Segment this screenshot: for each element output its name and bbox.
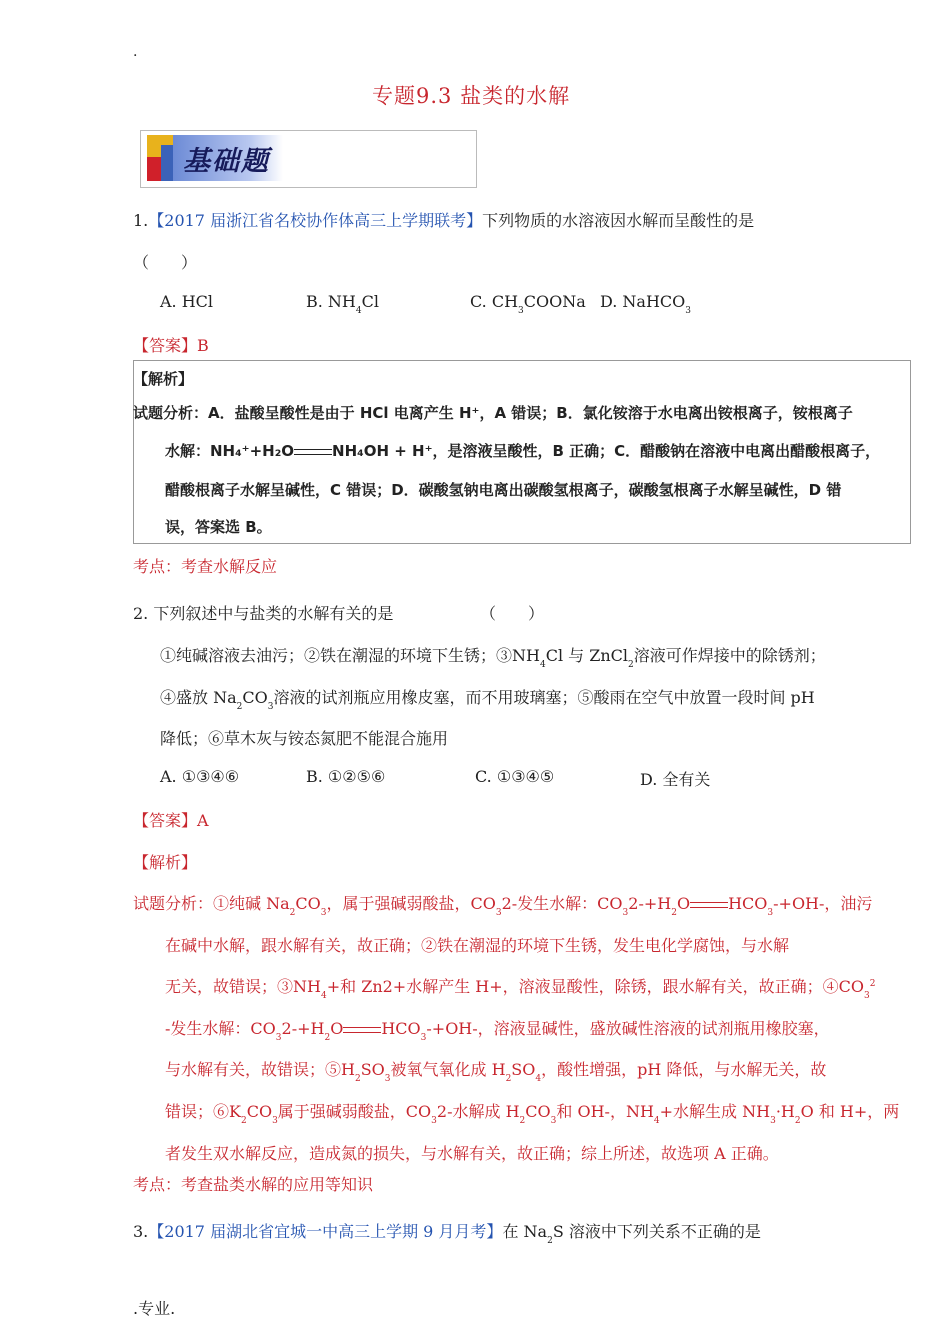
q2-kaodian: 考点：考查盐类水解的应用等知识 <box>133 1175 374 1194</box>
q2-analysis-head: 【解析】 <box>133 853 198 872</box>
q2-stem-line: 2. 下列叙述中与盐类的水解有关的是 <box>133 604 394 623</box>
q1-stem-line <box>133 208 754 231</box>
q2-option-d: D. 全有关 <box>640 770 711 789</box>
q1-analysis-head: 【解析】 <box>133 370 194 388</box>
q1-analysis-line4: 误，答案选 B。 <box>165 518 272 536</box>
q2-line3: 降低；⑥草木灰与铵态氮肥不能混合施用 <box>160 729 449 748</box>
q1-paren: （ ） <box>133 253 198 272</box>
q1-source: 【2017 届浙江省名校协作体高三上学期联考】 <box>148 211 483 230</box>
q3-stem-line: 3.【2017 届湖北省宜城一中高三上学期 9 月月考】在 $Na_2S$ 溶液中下列关系不正确的是 <box>133 1222 761 1246</box>
q1-answer: 【答案】B <box>133 336 209 355</box>
q2-analysis-line3: 无关，故错误；$③NH_4+$和 Zn2+水解产生 H+，溶液显酸性，除锈，跟水解有关，故正确；$④CO_3^2$ <box>165 977 876 1001</box>
q1-option-c: C. $CH_3COONa$ <box>470 292 586 316</box>
q2-line1: ①纯碱溶液去油污；②铁在潮湿的环境下生锈；$③NH_4Cl$ 与 ZnCl$_2$溶液可作焊接中的除锈剂； <box>160 646 826 670</box>
q1-kaodian: 考点：考查水解反应 <box>133 557 278 576</box>
q1-option-b: B. $NH_4Cl$ <box>306 292 379 316</box>
q2-option-b: B. ①②⑤⑥ <box>306 767 386 786</box>
section-banner <box>140 130 477 188</box>
q1-option-a: A. HCl <box>160 292 214 311</box>
q1-option-d: D. NaHCO$_3$ <box>600 292 692 316</box>
q1-analysis-line3: 醋酸根离子水解呈碱性，C 错误；D．碳酸氢钠电离出碳酸氢根离子，碳酸氢根离子水解呈碱性，D 错 <box>165 481 842 499</box>
banner-label: 基础题 <box>183 146 270 177</box>
q1-number: 1. <box>133 211 149 230</box>
q2-analysis-line2: 在碱中水解，跟水解有关，故正确；②铁在潮湿的环境下生锈，发生电化学腐蚀，与水解 <box>165 936 790 955</box>
header-dot: . <box>133 44 138 60</box>
q2-answer: 【答案】A <box>133 811 209 830</box>
equilibrium-arrow-icon <box>294 449 332 455</box>
q2-analysis-line5: 与水解有关，故错误；$⑤H_2SO_3$被氧气氧化成 $H_2SO_4$，酸性增强，pH 降低，与水解无关，故 <box>165 1060 827 1084</box>
q2-analysis-line7: 者发生双水解反应，造成氮的损失，与水解有关，故正确；综上所述，故选项 A 正确。 <box>165 1144 779 1163</box>
q2-option-c: C. ①③④⑤ <box>475 767 555 786</box>
q1-stem: 下列物质的水溶液因水解而呈酸性的是 <box>482 211 755 230</box>
equilibrium-arrow-icon <box>343 1027 381 1033</box>
page-footer: .专业. <box>133 1299 176 1318</box>
page-title: 专题9.3 盐类的水解 <box>372 84 571 108</box>
q2-analysis-line6: 错误；$⑥K_2CO_3$属于强碱弱酸盐，$CO_32-$水解成 $H_2CO_3$和 OH-，$NH_4+$水解生成 $NH_3\cdot H_2O$ 和 H+，两 <box>165 1102 900 1126</box>
q2-paren: （ ） <box>480 604 545 623</box>
q2-line2: ④盛放 $Na_2CO_3$溶液的试剂瓶应用橡皮塞，而不用玻璃塞；⑤酸雨在空气中放置一段时间 pH <box>160 688 815 712</box>
q2-option-a: A. ①③④⑥ <box>160 767 240 786</box>
q2-analysis-line4: -发生水解：$CO_32-+H_2O$ $HCO_3-+OH-$，溶液显碱性，盛放碱性溶液的试剂瓶用橡胶塞， <box>165 1019 830 1043</box>
equilibrium-arrow-icon <box>690 902 728 908</box>
q1-analysis-line2: 水解：NH₄⁺+H₂O NH₄OH + H⁺，是溶液呈酸性，B 正确；C．醋酸钠在溶液中电离出醋酸根离子， <box>165 442 881 460</box>
q2-analysis-line1: 试题分析：①纯碱 $Na_2CO_3$，属于强碱弱酸盐，$CO_32-$发生水解：$CO_32-+H_2O$ $HCO_3-+OH-$，油污 <box>133 894 873 918</box>
q1-analysis-line1: 试题分析：A．盐酸呈酸性是由于 HCl 电离产生 H⁺，A 错误；B．氯化铵溶于水电离出铵根离子，铵根离子 <box>133 404 853 422</box>
